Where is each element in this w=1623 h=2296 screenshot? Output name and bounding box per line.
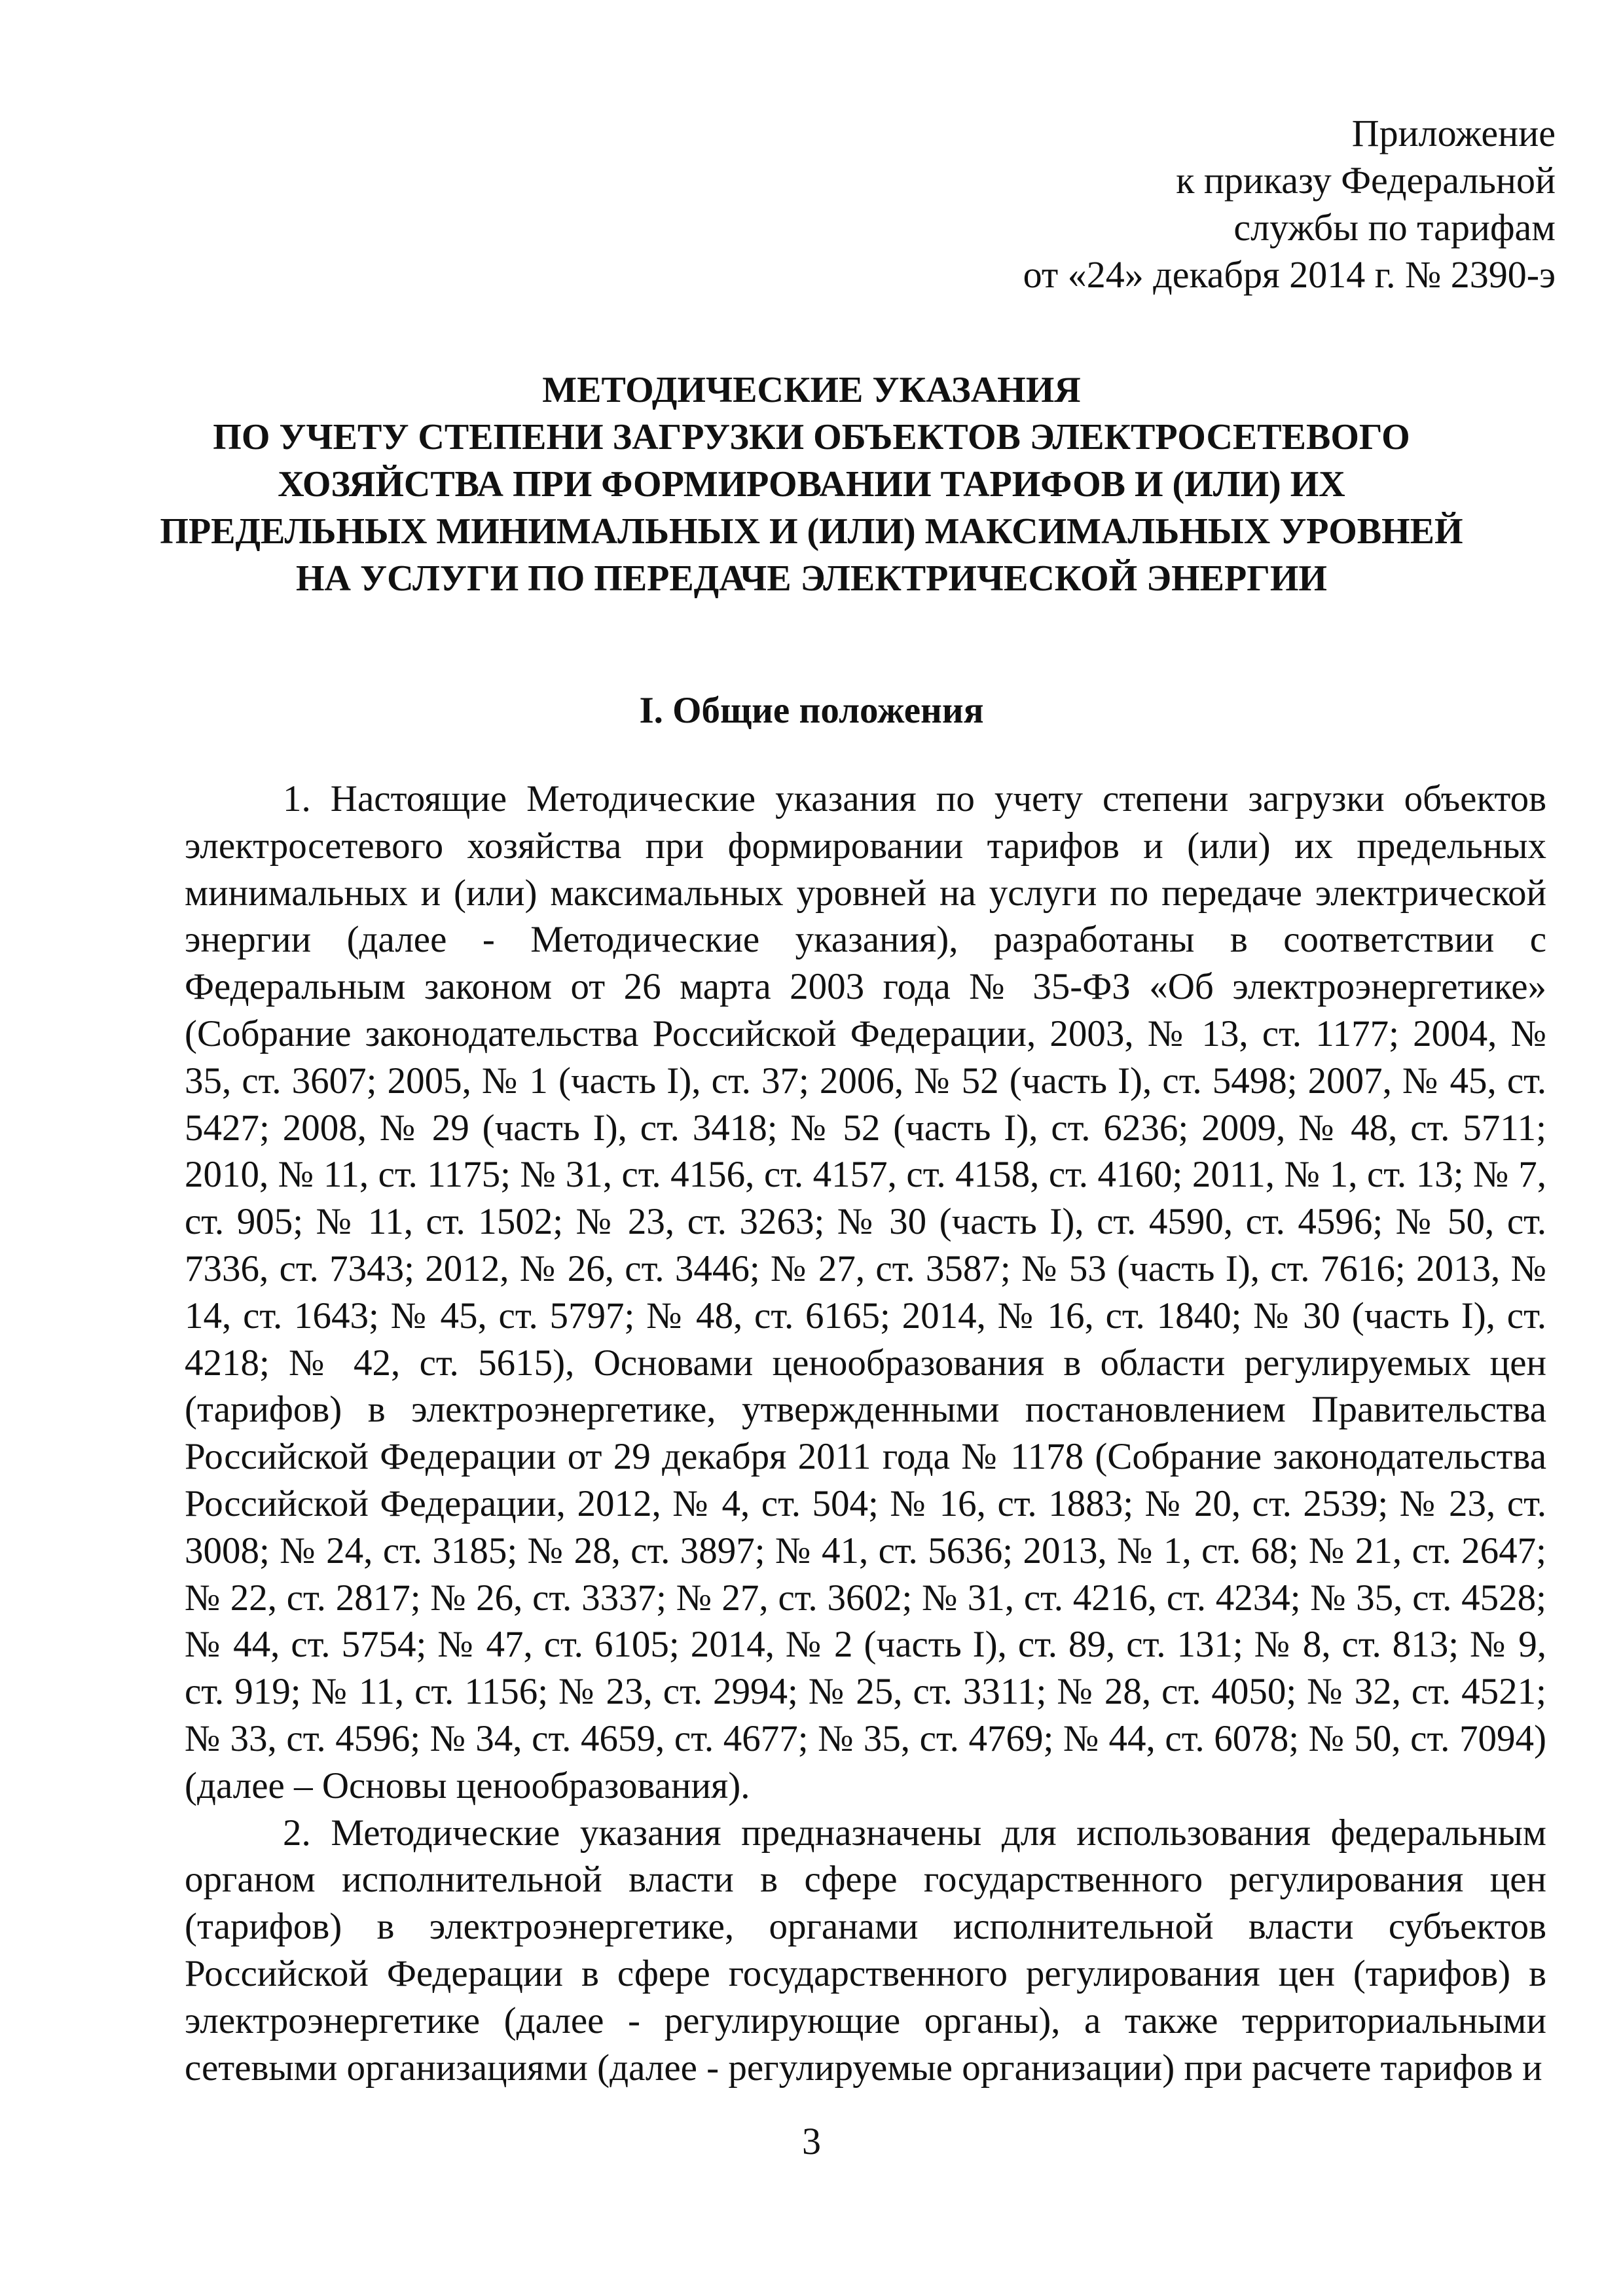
title-line-3: ХОЗЯЙСТВА ПРИ ФОРМИРОВАНИИ ТАРИФОВ И (ИЛИ) ИХ xyxy=(278,464,1345,505)
paragraph-1: 1. Настоящие Методические указания по учету степени загрузки объектов электросетевого хозяйства при формировании тарифов и (или) их предельных минимальных и (или) максимальных уровней на услуги по передаче электрической энергии (далее - Методические указания), разработаны в соответствии с Федеральным законом от 26 марта 2003 года № 35-ФЗ «Об электроэнергетике» (Собрание законодательства Российской Федерации, 2003, № 13, ст. 1177; 2004, № 35, ст. 3607; 2005, № 1 (часть I), ст. 37; 2006, № 52 (часть I), ст. 5498; 2007, № 45, ст. 5427; 2008, № 29 (часть I), ст. 3418; № 52 (часть I), ст. 6236; 2009, № 48, ст. 5711; 2010, № 11, ст. 1175; № 31, ст. 4156, ст. 4157, ст. 4158, ст. 4160; 2011, № 1, ст. 13; № 7, ст. 905; № 11, ст. 1502; № 23, ст. 3263; № 30 (часть I), ст. 4590, ст. 4596; № 50, ст. 7336, ст. 7343; 2012, № 26, ст. 3446; № 27, ст. 3587; № 53 (часть I), ст. 7616; 2013, № 14, ст. 1643; № 45, ст. 5797; № 48, ст. 6165; 2014, № 16, ст. 1840; № 30 (часть I), ст. 4218; № 42, ст. 5615), Основами ценообразования в области регулируемых цен (тарифов) в электроэнергетике, утвержденными постановлением Правительства Российской Федерации от 29 декабря 2011 года № 1178 (Собрание законодательства Российской Федерации, 2012, № 4, ст. 504; № 16, ст. 1883; № 20, ст. 2539; № 23, ст. 3008; № 24, ст. 3185; № 28, ст. 3897; № 41, ст. 5636; 2013, № 1, ст. 68; № 21, ст. 2647; № 22, ст. 2817; № 26, ст. 3337; № 27, ст. 3602; № 31, ст. 4216, ст. 4234; № 35, ст. 4528; № 44, ст. 5754; № 47, ст. 6105; 2014, № 2 (часть I), ст. 89, ст. 131; № 8, ст. 813; № 9, ст. 919; № 11, ст. 1156; № 23, ст. 2994; № 25, ст. 3311; № 28, ст. 4050; № 32, ст. 4521; № 33, ст. 4596; № 34, ст. 4659, ст. 4677; № 35, ст. 4769; № 44, ст. 6078; № 50, ст. 7094) (далее – Основы ценообразования). xyxy=(185,778,1546,1806)
page-number: 3 xyxy=(802,2120,821,2162)
approval-line-appendix: Приложение xyxy=(1351,112,1556,154)
approval-block xyxy=(835,110,1556,298)
body-text xyxy=(185,776,1546,2091)
approval-line-service: службы по тарифам xyxy=(1233,206,1556,249)
document-title xyxy=(131,367,1492,602)
section-heading: I. Общие положения xyxy=(639,690,984,731)
title-line-2: ПО УЧЕТУ СТЕПЕНИ ЗАГРУЗКИ ОБЪЕКТОВ ЭЛЕКТРОСЕТЕВОГО xyxy=(213,417,1410,457)
title-line-5: НА УСЛУГИ ПО ПЕРЕДАЧЕ ЭЛЕКТРИЧЕСКОЙ ЭНЕРГИИ xyxy=(296,558,1327,599)
paragraph-2: 2. Методические указания предназначены для использования федеральным органом исполнительной власти в сфере государственного регулирования цен (тарифов) в электроэнергетике, органами исполнительной власти субъектов Российской Федерации в сфере государственного регулирования цен (тарифов) в электроэнергетике (далее - регулирующие органы), а также территориальными сетевыми организациями (далее - регулируемые организации) при расчете тарифов и xyxy=(185,1812,1546,2089)
approval-line-order: к приказу Федеральной xyxy=(1176,159,1556,202)
title-line-4: ПРЕДЕЛЬНЫХ МИНИМАЛЬНЫХ И (ИЛИ) МАКСИМАЛЬНЫХ УРОВНЕЙ xyxy=(160,511,1463,552)
approval-line-date-number: от «24» декабря 2014 г. № 2390-э xyxy=(1023,253,1556,296)
title-line-1: МЕТОДИЧЕСКИЕ УКАЗАНИЯ xyxy=(542,370,1081,410)
